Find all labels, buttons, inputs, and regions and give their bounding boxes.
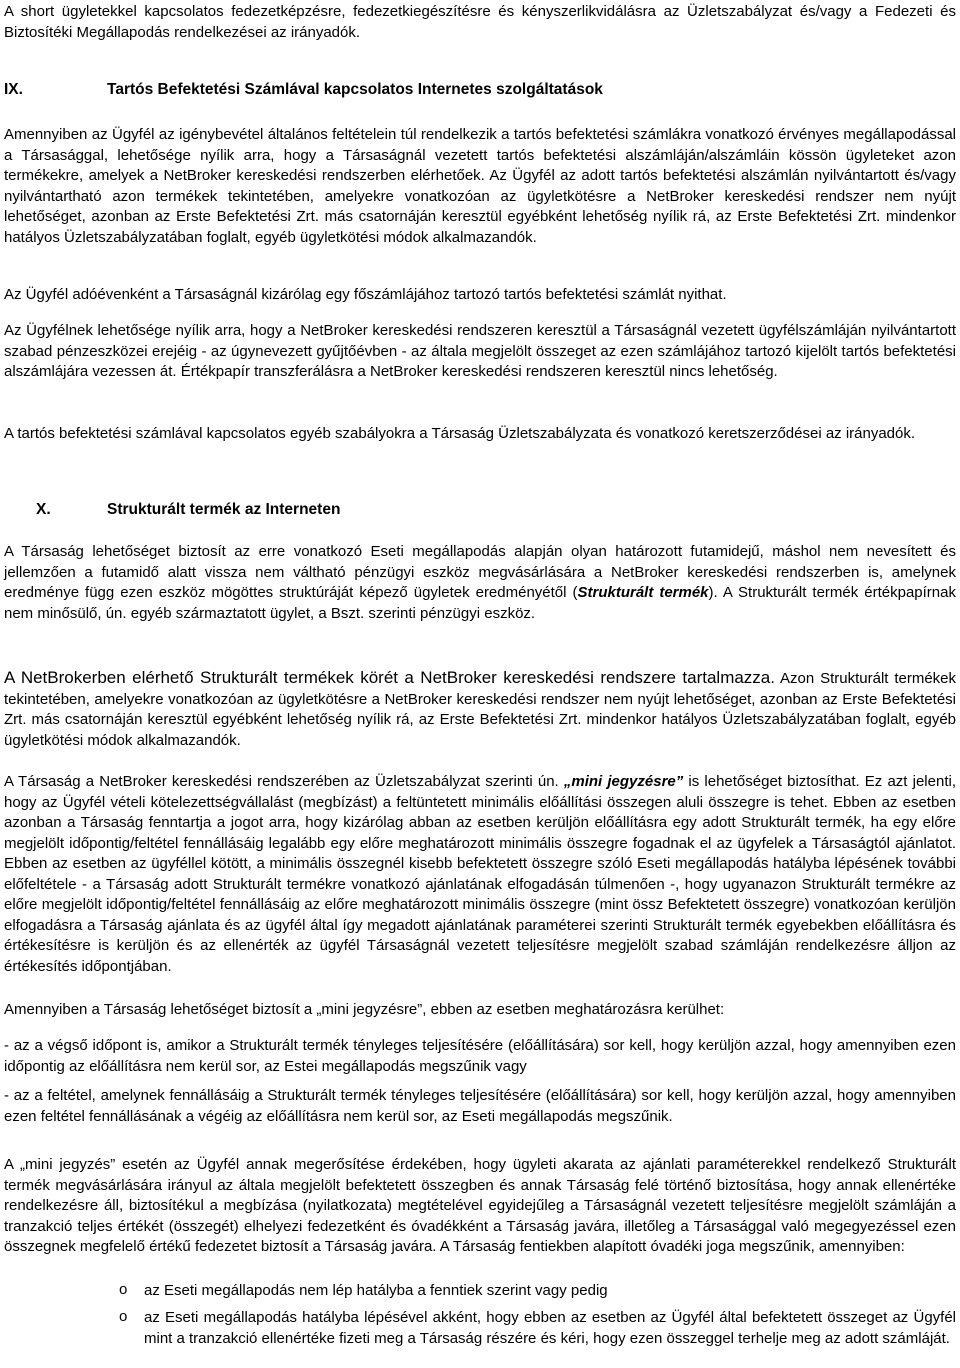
intro-paragraph: A short ügyletekkel kapcsolatos fedezetképzésre, fedezetkiegészítésre és kényszerlikvidálásra az Üzletszabályzat és/vagy a Fedezeti és Biztosítéki Megállapodás rendelkezései az irányadók. bbox=[4, 3, 956, 41]
mini-subscription-term: „mini jegyzésre” bbox=[563, 773, 684, 790]
section-x-paragraph-1: A Társaság lehetőséget biztosít az erre vonatkozó Eseti megállapodás alapján olyan határozott futamidejű, máshol nem nevesített és jellemzően a futamidő alatt vissza nem váltható pénzügyi eszköz megvásárlására a NetBroker kereskedési rendszerben is, amelynek eredménye függ ezen eszköz mögöttes struktúráját képező ügyletek eredményétől (Strukturált termék). A Strukturált termék értékpapírnak nem minősülő, ún. egyéb származtatott ügylet, a Bszt. szerinti pénzügyi eszköz. bbox=[4, 543, 956, 622]
bullet-text: az Eseti megállapodás nem lép hatályba a fenntiek szerint vagy pedig bbox=[144, 1282, 608, 1299]
section-x-paragraph-2: A NetBrokerben elérhető Strukturált termékek körét a NetBroker kereskedési rendszere tartalmazza. Azon Strukturált termékek tekintetében, amelyekre vonatkozóan az ügyletkötésre a NetBroker kereskedési rendszer nem nyújt lehetőséget, azonban az Erste Befektetési Zrt. más csatornáján keresztül egyébként lehetőség nyílik rá, az Erste Befektetési Zrt. mindenkor hatályos Üzletszabályzatában foglalt, egyéb ügyletkötési módok alkalmazandók. bbox=[4, 668, 957, 749]
section-ix-paragraph-4: A tartós befektetési számlával kapcsolatos egyéb szabályokra a Társaság Üzletszabályzata és vonatkozó keretszerződései az irányadók. bbox=[4, 425, 916, 442]
bullet-marker: o bbox=[119, 1308, 128, 1325]
section-ix-title: Tartós Befektetési Számlával kapcsolatos Internetes szolgáltatások bbox=[107, 81, 603, 98]
section-x-dash-item-2: - az a feltétel, amelynek fennállásáig a Strukturált termék tényleges teljesítésére (előállítására) sor kell, hogy kerüljön azzal, hogy amennyiben ezen feltétel fennállásának a végéig az előállításra nem kerül sor, az Eseti megállapodás megszűnik. bbox=[4, 1087, 956, 1125]
structured-product-term: Strukturált termék bbox=[577, 584, 709, 601]
bullet-text: az Eseti megállapodás hatályba lépésével akként, hogy ebben az esetben az Ügyfél által befektetett összeget az Ügyfél mint a tranzakció ellenértéke fizeti meg a Társaság részére és kéri, hogy ezen összeggel terhelje meg az adott számláját. bbox=[144, 1309, 956, 1347]
section-ix-paragraph-2: Az Ügyfél adóévenként a Társaságnál kizárólag egy főszámlájához tartozó tartós befektetési számlát nyithat. bbox=[4, 286, 727, 303]
section-x-paragraph-4: Amennyiben a Társaság lehetőséget biztosít a „mini jegyzésre”, ebben az esetben meghatározásra kerülhet: bbox=[4, 1001, 725, 1018]
section-x-paragraph-5: A „mini jegyzés” esetén az Ügyfél annak megerősítése érdekében, hogy ügyleti akarata az ajánlati paraméterekkel rendelkező Strukturált termék megvásárlására irányul az általa megjelölt befektetett összegben és annak Társaság felé történő biztosítása, hogy annak ellenértéke rendelkezésre áll, biztosítékul a megbízása (nyilatkozata) megtételével egyidejűleg a Társaságnál vezetett teljesítésre megjelölt számláján a tranzakció teljes értékét (összegét) elhelyezi fedezetként és óvadékként a Társaság javára, illetőleg a Társasággal való megegyezéssel ezen összegnek megfelelő értékű fedezetet biztosít a Társaság javára. A Társaság fentiekben alapított óvadéki joga megszűnik, amennyiben: bbox=[4, 1156, 956, 1255]
section-ix-number: IX. bbox=[4, 81, 23, 98]
section-x-dash-item-1: - az a végső időpont is, amikor a Strukturált termék tényleges teljesítésére (előállítására) sor kell, hogy kerüljön azzal, hogy amennyiben ezen időpontig az előállításra nem kerül sor, az Estei megállapodás megszűnik vagy bbox=[4, 1037, 956, 1075]
section-x-title: Strukturált termék az Interneten bbox=[107, 501, 341, 518]
section-x-number: X. bbox=[36, 501, 51, 518]
section-x-paragraph-3: A Társaság a NetBroker kereskedési rendszerében az Üzletszabályzat szerinti ún. „mini jegyzésre” is lehetőséget biztosíthat. Ez azt jelenti, hogy az Ügyfél vételi kötelezettségvállalást (megbízást) a feltüntetett minimális előállítási összegen aluli összegre is tehet. Ebben az esetben azonban a Társaság fenntartja a jogot arra, hogy kizárólag abban az esetben kerüljön előállításra egy adott Strukturált termék, ha egy előre megjelölt időpontig/feltétel fennállásáig legalább egy előre meghatározott minimális összegre fogadnak el az ügyfelek a Társaságtól ajánlatot. Ebben az esetben az ügyféllel kötött, a minimális összegnél kisebb befektetett összegre szóló Eseti megállapodás hatályba lépésének további előfeltétele - a Társaság adott Strukturált termékre vonatkozó ajánlatának elfogadásán túlmenően -, hogy ugyanazon Strukturált termékre az előre megjelölt időpontig/feltétel fennállásáig az előre meghatározott minimális összegre (mint össz Befektetett összegre) vonatkozóan kerüljön elfogadásra a Társaság ajánlata és az ügyfél által így megadott ajánlatának paraméterei szerinti Strukturált termék egyebekben előállításra és értékesítésre is kerüljön és az ellenérték az ügyfél Társaságnál vezetett teljesítésre megjelölt szabad számláján rendelkezésre álljon az értékesítés időpontjában. bbox=[4, 773, 956, 975]
bullet-marker: o bbox=[119, 1281, 128, 1298]
section-ix-paragraph-1: Amennyiben az Ügyfél az igénybevétel általános feltételein túl rendelkezik a tartós befektetési számlákra vonatkozó érvényes megállapodással a Társasággal, lehetősége nyílik arra, hogy a Társaságnál vezetett tartós befektetési alszámláján/alszámláin kössön ügyleteket azon termékekre, amelyek a NetBroker kereskedési rendszerben elérhetőek. Az Ügyfél az adott tartós befektetési alszámlán nyilvántartott és/vagy nyilvántartható azon termékek tekintetében, amelyekre vonatkozóan az ügyletkötésre a NetBroker kereskedési rendszer nem nyújt lehetőséget, azonban az Erste Befektetési Zrt. más csatornáján keresztül egyébként lehetőség nyílik rá, az Erste Befektetési Zrt. mindenkor hatályos Üzletszabályzatában foglalt, egyéb ügyletkötési módok alkalmazandók. bbox=[4, 126, 956, 246]
section-ix-paragraph-3: Az Ügyfélnek lehetősége nyílik arra, hogy a NetBroker kereskedési rendszeren keresztül a Társaságnál vezetett ügyfélszámláján nyilvántartott szabad pénzeszközei erejéig - az úgynevezett gyűjtőévben - az általa megjelölt összeget az ezen számlájához tartozó kijelölt tartós befektetési alszámlájára vezessen át. Értékpapír transzferálásra a NetBroker kereskedési rendszeren keresztül nincs lehetőség. bbox=[4, 322, 956, 380]
